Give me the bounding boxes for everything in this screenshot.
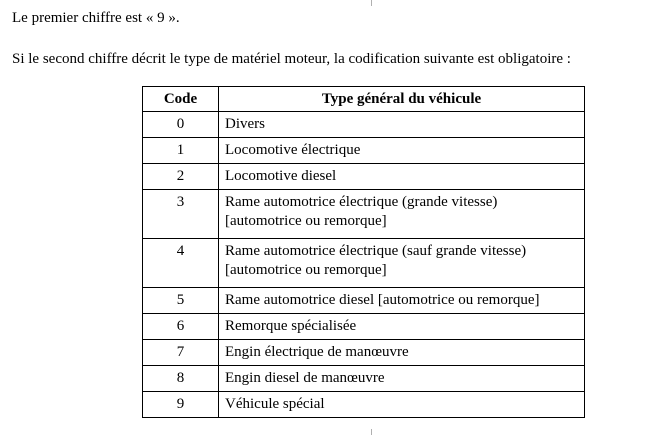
code-cell: 7 — [143, 340, 219, 366]
type-text-continued: [automotrice ou remorque] — [225, 213, 387, 229]
vehicle-type-code-table — [142, 86, 585, 418]
table-row — [143, 366, 585, 392]
type-text: Rame automotrice électrique (grande vitesse) — [225, 194, 498, 210]
code-cell: 6 — [143, 314, 219, 340]
type-text-continued: [automotrice ou remorque] — [225, 262, 387, 278]
code-cell: 2 — [143, 164, 219, 190]
column-header-code: Code — [143, 87, 219, 112]
code-cell: 9 — [143, 392, 219, 418]
table-row — [143, 112, 585, 138]
type-cell — [219, 288, 585, 314]
column-header-type: Type général du véhicule — [219, 87, 585, 112]
table-row — [143, 314, 585, 340]
type-cell — [219, 314, 585, 340]
page-margin-marker-top — [371, 0, 372, 6]
code-cell: 4 — [143, 239, 219, 288]
table-row — [143, 164, 585, 190]
type-cell — [219, 366, 585, 392]
table-row — [143, 392, 585, 418]
type-cell — [219, 112, 585, 138]
intro-second-digit-text: Si le second chiffre décrit le type de matériel moteur, la codification suivante est obligatoire : — [12, 51, 571, 67]
type-cell — [219, 239, 585, 288]
type-text: Locomotive diesel — [225, 168, 337, 184]
type-cell — [219, 190, 585, 239]
table-header-row — [143, 87, 585, 112]
type-cell — [219, 164, 585, 190]
type-cell — [219, 340, 585, 366]
table-row — [143, 340, 585, 366]
page-margin-marker-bottom — [371, 429, 372, 435]
code-cell: 0 — [143, 112, 219, 138]
table-row — [143, 138, 585, 164]
type-text: Remorque spécialisée — [225, 318, 357, 334]
code-cell: 5 — [143, 288, 219, 314]
type-text: Locomotive électrique — [225, 142, 361, 158]
type-text: Véhicule spécial — [225, 396, 325, 412]
code-cell: 3 — [143, 190, 219, 239]
type-text: Engin électrique de manœuvre — [225, 344, 409, 360]
type-text: Rame automotrice électrique (sauf grande vitesse) — [225, 243, 527, 259]
type-cell — [219, 392, 585, 418]
type-cell — [219, 138, 585, 164]
table-row — [143, 239, 585, 288]
table-row — [143, 288, 585, 314]
table-row — [143, 190, 585, 239]
code-cell: 8 — [143, 366, 219, 392]
type-text: Rame automotrice diesel [automotrice ou remorque] — [225, 292, 540, 308]
type-text: Engin diesel de manœuvre — [225, 370, 385, 386]
type-text: Divers — [225, 116, 265, 132]
code-cell: 1 — [143, 138, 219, 164]
intro-first-digit-text: Le premier chiffre est « 9 ». — [12, 10, 180, 26]
